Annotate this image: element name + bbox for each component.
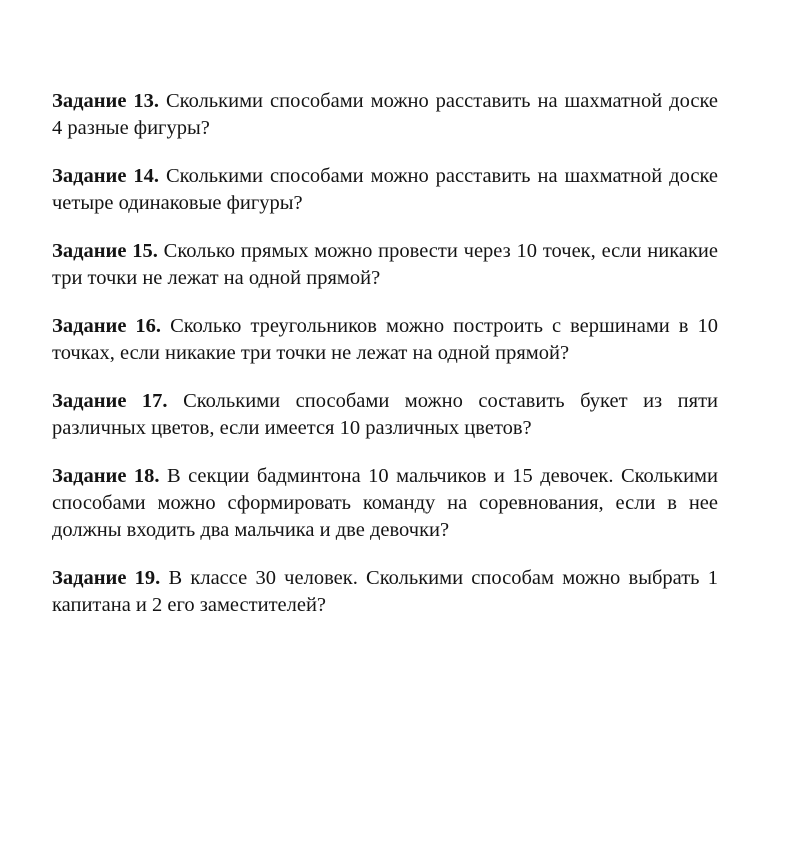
task-text: В секции бадминтона 10 мальчиков и 15 девочек. Сколькими способами можно сформировать команду на соревнования, если в нее должны входить два мальчика и две девочки? [52, 465, 718, 541]
task-text: В классе 30 человек. Сколькими способам можно выбрать 1 капитана и 2 его заместителей? [52, 567, 719, 616]
task-text: Сколько треугольников можно построить с вершинами в 10 точках, если никакие три точки не лежат на одной прямой? [52, 315, 718, 364]
task-number: Задание 19. [52, 567, 161, 589]
task-number: Задание 14. [52, 165, 160, 187]
task-text: Сколькими способами можно расставить на шахматной доске четыре одинаковые фигуры? [52, 165, 719, 214]
task-number: Задание 18. [52, 465, 160, 487]
task-text: Сколькими способами можно составить букет из пяти различных цветов, если имеется 10 различных цветов? [52, 390, 719, 439]
task-list [52, 88, 718, 640]
task-14 [52, 163, 718, 217]
task-17 [52, 388, 718, 442]
task-text: Сколько прямых можно провести через 10 точек, если никакие три точки не лежат на одной прямой? [52, 240, 718, 289]
task-15 [52, 238, 718, 292]
task-18 [52, 463, 718, 544]
task-16 [52, 313, 718, 367]
task-19 [52, 565, 718, 619]
task-number: Задание 16. [52, 315, 162, 337]
task-number: Задание 15. [52, 240, 158, 262]
task-number: Задание 13. [52, 90, 160, 112]
task-13 [52, 88, 718, 142]
task-number: Задание 17. [52, 390, 168, 412]
task-text: Сколькими способами можно расставить на шахматной доске 4 разные фигуры? [52, 90, 719, 139]
